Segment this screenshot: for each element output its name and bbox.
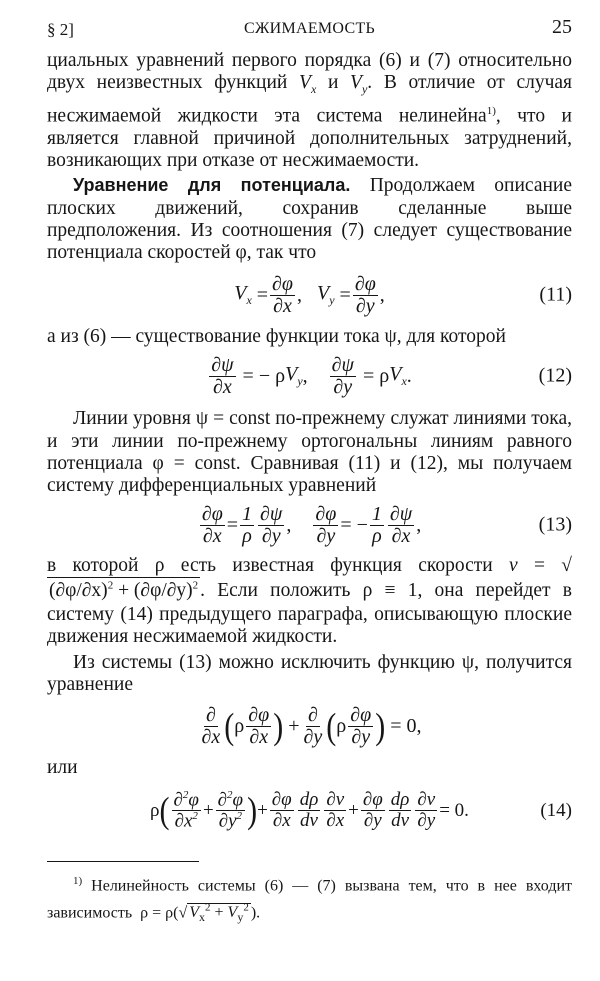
equation-number: (14) xyxy=(540,799,572,821)
paragraph-2: Уравнение для потенциала. Продолжаем описание плоских движений, сохранив сделанные выше предположения. Из соотношения (7) следует существование потенциала скоростей φ, так что xyxy=(47,175,573,264)
section-mark: § 2] xyxy=(47,20,74,39)
equation-number: (12) xyxy=(538,364,572,387)
equation-number: (11) xyxy=(539,283,572,306)
page-number: 25 xyxy=(552,16,572,38)
equation-11: $V_x$ = $\frac{\partial\varphi}{\partial x}$ , $V_y$ = $\frac{\partial\varphi}{\partial y}$ , (11) xyxy=(234,272,572,317)
paragraph-3: а из (6) — существование функции тока ψ, для которой xyxy=(47,326,506,348)
chapter-title: СЖИМАЕМОСТЬ xyxy=(243,20,376,37)
footnote-mark: 1) xyxy=(73,874,83,887)
equation-number: (13) xyxy=(538,513,572,536)
equation-14: ρ ( $\frac{\partial^2\varphi}{\partial x^2}$ + $\frac{\partial^2\varphi}{\partial y^2}$ ) + $\frac{\partial\varphi}{\partial x}$ $\frac{d\rho}{dv}$ $\frac{\partial v}{\partial x}$ + $\frac{\partial\varphi}{\partial y}$ $\frac{d\rho}{dv}$ $\frac{\partial v}{\partial y}$ = 0. (14) xyxy=(150,789,572,832)
or-word: или xyxy=(47,756,78,778)
footnote: $^{1)}$ Нелинейность системы (6) — (7) вызвана тем, что в нее входит зависимость ρ = ρ(√ $V_x^2 + V_y^2$ ). xyxy=(47,874,573,925)
equation-12: $\frac{\partial\psi}{\partial x}$ = − ρ $V_y$ , $\frac{\partial\psi}{\partial y}$ = ρ $V_x$ . (12) xyxy=(211,353,572,398)
book-page xyxy=(47,16,572,929)
equation-unnumbered: $\frac{\partial}{\partial x}$ ( ρ $\frac{\partial\varphi}{\partial x}$ ) + $\frac{\partial}{\partial y}$ ( ρ $\frac{\partial\varphi}{\partial y}$ ) = 0, xyxy=(201,704,422,749)
paragraph-6: Из системы (13) можно исключить функцию ψ, получится уравнение xyxy=(47,652,572,696)
paragraph-5: в которой ρ есть известная функция скорости $v = √(\partial\varphi/\partial x)^2 + (\partial\varphi/\partial y)^2$ . Если положить ρ ≡ 1, она перейдет в систему (14) предыдущего параграфа, описывающую плоские движения несжимаемой жидкости. xyxy=(47,555,572,647)
paragraph-4: Линии уровня ψ = const по-прежнему служат линиями тока, и эти линии по-прежнему ортогональны линиям равного потенциала φ = const. Сравнивая (11) и (12), мы получаем систему дифференциальных уравнений xyxy=(47,408,572,497)
equation-13: $\frac{\partial\varphi}{\partial x}$ = $\frac{1}{\rho}$ $\frac{\partial\psi}{\partial y}$ , $\frac{\partial\varphi}{\partial y}$ = − $\frac{1}{\rho}$ $\frac{\partial\psi}{\partial x}$ , (13) xyxy=(201,502,572,547)
footnote-ref: 1) xyxy=(486,105,496,118)
running-header xyxy=(47,16,572,50)
paragraph-1: циальных уравнений первого порядка (6) и (7) относительно двух неизвестных функций $V_x$ и $V_y$. В отличие от случая несжимаемой жидкости эта система нелинейна$^{1)}$, что и является главной причиной дополнительных затруднений, возникающих при отказе от несжимаемости. xyxy=(47,50,573,172)
footnote-divider xyxy=(47,861,199,862)
section-heading: Уравнение для потенциала. xyxy=(73,175,351,196)
